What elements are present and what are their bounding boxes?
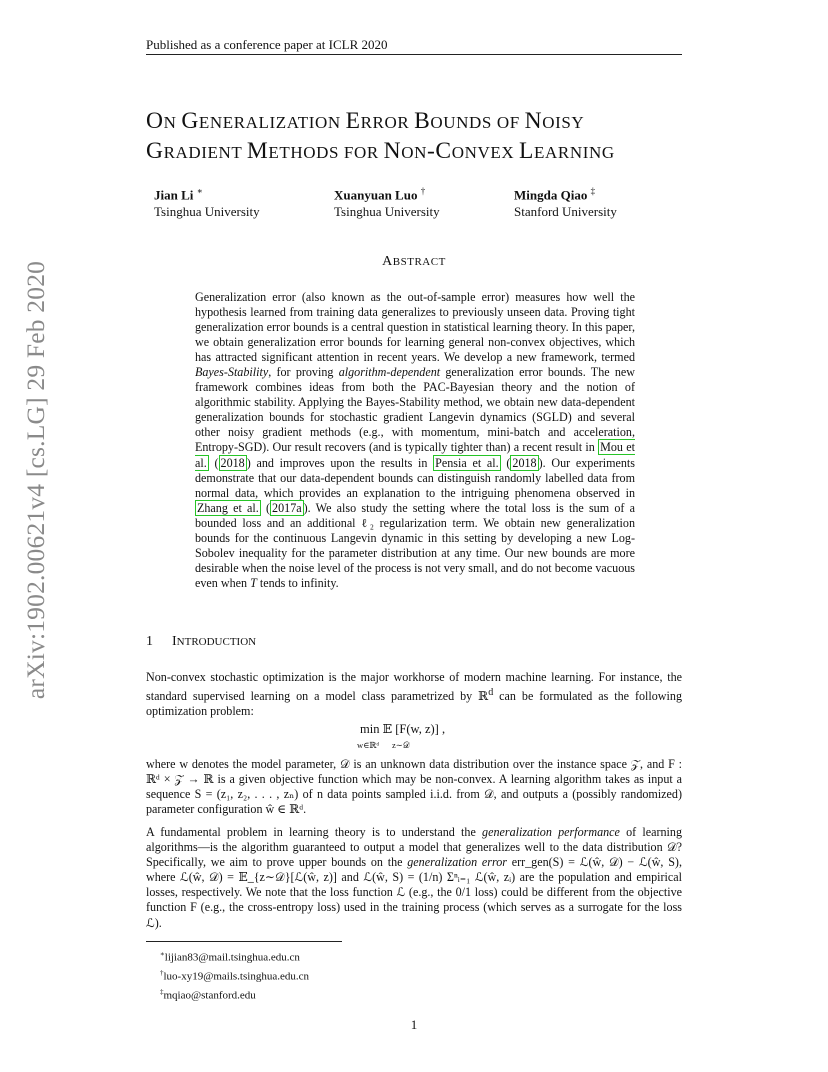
section-heading-introduction: 1 INTRODUCTION: [146, 634, 257, 649]
citation-year-link[interactable]: 2018: [512, 455, 537, 470]
abstract-body: Generalization error (also known as the out-of-sample error) measures how well the hypothesis learned from training data generalizes to previously unseen data. Proving tight generalization error bounds is a central question in statistical learning theory. In this paper, we obtain generalization error bounds for learning general non-convex objectives, which has attracted significant attention in recent years. We develop a new framework, termed Bayes-Stability, for proving algorithm-dependent generalization error bounds. The new framework combines ideas from both the PAC-Bayesian theory and the notion of algorithmic stability. Applying the Bayes-Stability method, we obtain new data-dependent generalization bounds for stochastic gradient Langevin dynamics (SGLD) and several other noisy gradient methods (e.g., with momentum, mini-batch and acceleration, Entropy-SGD). Our result recovers (and is typically tighter than) a recent result in Mou et al. ( 2018 ) and improves upon the results in Pensia et al. ( 2018 ). Our experiments demonstrate that our data-dependent bounds can distinguish randomly labelled data from normal data, which provides an explanation to the intriguing phenomena observed in Zhang et al. ( 2017a ). We also study the setting where the total loss is the sum of a bounded loss and an additional ℓ₂ regularization term. We obtain new generalization bounds for the continuous Langevin dynamic in this setting by developing a new Log-Sobolev inequality for the parameter distribution at any time. Our new bounds are more desirable when the noise level of the process is not very small, and do not become vacuous even when T tends to infinity.: [195, 290, 635, 590]
header-rule: [146, 54, 682, 55]
intro-paragraph-3: A fundamental problem in learning theory is to understand the generalization performance of learning algorithms—is the algorithm guaranteed to output a model that generalizes well to the data distribution 𝒟? Specifically, we aim to prove upper bounds on the generalization error err_gen(S) = ℒ(ŵ, 𝒟) − ℒ(ŵ, S), where ℒ(ŵ, 𝒟) = 𝔼_{z∼𝒟}[ℒ(ŵ, z)] and ℒ(ŵ, S) = (1/n) Σⁿᵢ₌₁ ℒ(ŵ, zᵢ) are the population and empirical losses, respectively. We note that the loss function ℒ (e.g., the 0/1 loss) could be different from the objective function F (e.g., the cross-entropy loss) used in the training process (which serves as a surrogate for the loss ℒ).: [146, 825, 682, 930]
abstract-heading: ABSTRACT: [382, 254, 446, 269]
title-line-2: GRADIENT METHODS FOR NON-CONVEX LEARNING: [146, 138, 615, 164]
section-number: 1: [146, 634, 153, 649]
equation-subscript-expectation: z∼𝒟: [392, 740, 410, 750]
running-header: Published as a conference paper at ICLR 2020: [146, 37, 388, 52]
title-line-1: ON GENERALIZATION ERROR BOUNDS OF NOISY: [146, 108, 585, 134]
author-xuanyuan-luo: Xuanyuan Luo † Tsinghua University: [334, 186, 440, 220]
author-affiliation: Tsinghua University: [334, 204, 440, 220]
intro-paragraph-2: where w denotes the model parameter, 𝒟 is an unknown data distribution over the instance space 𝒵, and F : ℝᵈ × 𝒵 → ℝ is a given objective function which may be non-convex. A learning algorithm takes as input a sequence S = (z₁, z₂, . . . , zₙ) of n data points sampled i.i.d. from 𝒟, and outputs a (possibly randomized) parameter configuration ŵ ∈ ℝᵈ.: [146, 757, 682, 817]
footnote-email: ‡mqiao@stanford.edu: [160, 988, 256, 1002]
citation-link-zhang[interactable]: Zhang et al.: [197, 500, 259, 515]
footnotes: [160, 947, 309, 1004]
footnote-email: †luo-xy19@mails.tsinghua.edu.cn: [160, 969, 309, 983]
page-number: 1: [410, 1017, 418, 1032]
author-affiliation: Tsinghua University: [154, 204, 260, 220]
citation-link-mou[interactable]: Mou et al.: [195, 440, 635, 470]
author-mingda-qiao: Mingda Qiao ‡ Stanford University: [514, 186, 617, 220]
author-affiliation: Stanford University: [514, 204, 617, 220]
footnote-rule: [146, 941, 342, 942]
optimization-equation: min 𝔼 [F(w, z)] , w∈ℝᵈ z∼𝒟: [357, 722, 446, 750]
citation-link-pensia[interactable]: Pensia et al.: [435, 455, 499, 470]
paper-title: [146, 107, 615, 167]
arxiv-stamp: arXiv:1902.00621v4 [cs.LG] 29 Feb 2020: [21, 260, 50, 700]
footnote-email: ∗lijian83@mail.tsinghua.edu.cn: [160, 950, 300, 964]
citation-year-link[interactable]: 2017a: [272, 500, 302, 515]
citation-year-link[interactable]: 2018: [220, 455, 245, 470]
equation-subscript-min: w∈ℝᵈ: [357, 740, 380, 750]
intro-paragraph-1: Non-convex stochastic optimization is the major workhorse of modern machine learning. For instance, the standard supervised learning on a model class parametrized by ℝ$^d$ can be formulated as the following optimization problem:: [146, 670, 682, 719]
author-jian-li: Jian Li ∗ Tsinghua University: [154, 186, 260, 220]
